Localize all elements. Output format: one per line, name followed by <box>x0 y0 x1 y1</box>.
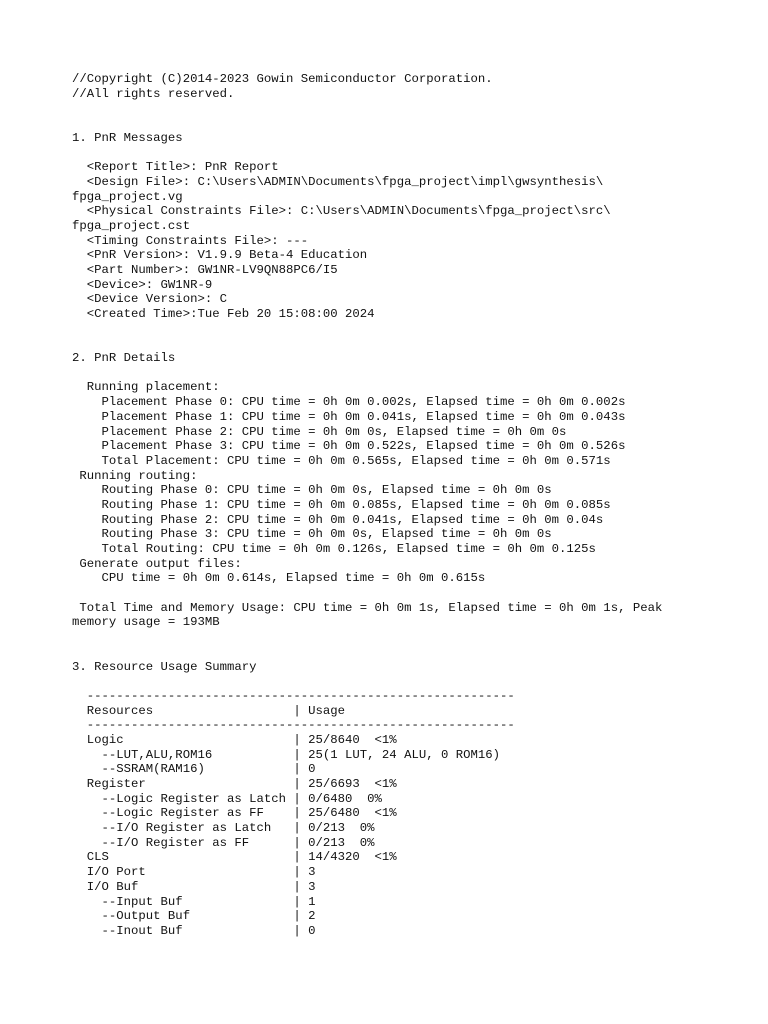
table-row: --LUT,ALU,ROM16 | 25(1 LUT, 24 ALU, 0 ROM16) <box>72 747 501 762</box>
table-rule: ---------------------------------------------------------- <box>72 718 515 733</box>
detail-line: Routing Phase 2: CPU time = 0h 0m 0.041s, Elapsed time = 0h 0m 0.04s <box>72 512 604 527</box>
table-row: Logic | 25/8640 <1% <box>72 732 397 747</box>
table-row: --Input Buf | 1 <box>72 894 316 909</box>
spacer <box>72 630 768 659</box>
table-row: --Output Buf | 2 <box>72 909 316 924</box>
detail-line: Routing Phase 0: CPU time = 0h 0m 0s, Elapsed time = 0h 0m 0s <box>72 483 552 498</box>
table-header: Resources | Usage <box>72 703 346 718</box>
detail-line: Total Routing: CPU time = 0h 0m 0.126s, Elapsed time = 0h 0m 0.125s <box>72 542 596 557</box>
table-row: --I/O Register as Latch | 0/213 0% <box>72 821 375 836</box>
spacer <box>72 586 768 601</box>
design-file-line-cont: fpga_project.vg <box>72 189 183 204</box>
spacer <box>72 101 768 130</box>
table-rule: ---------------------------------------------------------- <box>72 688 515 703</box>
created-time-line: <Created Time>:Tue Feb 20 15:08:00 2024 <box>72 307 375 322</box>
total-usage-line-cont: memory usage = 193MB <box>72 615 220 630</box>
detail-line: Running placement: <box>72 380 220 395</box>
table-row: CLS | 14/4320 <1% <box>72 850 397 865</box>
detail-line: Routing Phase 1: CPU time = 0h 0m 0.085s, Elapsed time = 0h 0m 0.085s <box>72 497 611 512</box>
table-row: --Logic Register as Latch | 0/6480 0% <box>72 791 382 806</box>
table-row: I/O Port | 3 <box>72 865 316 880</box>
section-title: 2. PnR Details <box>72 351 176 366</box>
detail-line: Placement Phase 1: CPU time = 0h 0m 0.041s, Elapsed time = 0h 0m 0.043s <box>72 409 626 424</box>
table-row: --Logic Register as FF | 25/6480 <1% <box>72 806 397 821</box>
timing-constraints-line: <Timing Constraints File>: --- <box>72 233 309 248</box>
spacer <box>72 322 768 351</box>
section-pnr-details <box>72 351 768 630</box>
pnr-version-line: <PnR Version>: V1.9.9 Beta-4 Education <box>72 248 368 263</box>
device-line: <Device>: GW1NR-9 <box>72 277 213 292</box>
report-title-line: <Report Title>: PnR Report <box>72 160 279 175</box>
report-document <box>72 72 768 939</box>
spacer <box>72 366 768 381</box>
detail-line: Placement Phase 0: CPU time = 0h 0m 0.002s, Elapsed time = 0h 0m 0.002s <box>72 395 626 410</box>
detail-line: Routing Phase 3: CPU time = 0h 0m 0s, Elapsed time = 0h 0m 0s <box>72 527 552 542</box>
section-title: 1. PnR Messages <box>72 130 183 145</box>
spacer <box>72 145 768 160</box>
detail-line: CPU time = 0h 0m 0.614s, Elapsed time = 0h 0m 0.615s <box>72 571 486 586</box>
physical-constraints-line: <Physical Constraints File>: C:\Users\ADMIN\Documents\fpga_project\src\ <box>72 204 611 219</box>
rights-line: //All rights reserved. <box>72 86 235 101</box>
table-row: --I/O Register as FF | 0/213 0% <box>72 835 375 850</box>
design-file-line: <Design File>: C:\Users\ADMIN\Documents\fpga_project\impl\gwsynthesis\ <box>72 174 604 189</box>
detail-line: Generate output files: <box>72 556 242 571</box>
device-version-line: <Device Version>: C <box>72 292 227 307</box>
detail-line: Running routing: <box>72 468 198 483</box>
table-row: Register | 25/6693 <1% <box>72 777 397 792</box>
copyright-line: //Copyright (C)2014-2023 Gowin Semiconductor Corporation. <box>72 72 493 86</box>
section-resource-usage <box>72 660 768 939</box>
table-row: --SSRAM(RAM16) | 0 <box>72 762 316 777</box>
spacer <box>72 674 768 689</box>
part-number-line: <Part Number>: GW1NR-LV9QN88PC6/I5 <box>72 262 338 277</box>
section-pnr-messages <box>72 131 768 322</box>
table-row: I/O Buf | 3 <box>72 879 316 894</box>
table-row: --Inout Buf | 0 <box>72 923 316 938</box>
physical-constraints-line-cont: fpga_project.cst <box>72 218 191 233</box>
detail-line: Total Placement: CPU time = 0h 0m 0.565s, Elapsed time = 0h 0m 0.571s <box>72 453 611 468</box>
section-title: 3. Resource Usage Summary <box>72 659 257 674</box>
total-usage-line: Total Time and Memory Usage: CPU time = 0h 0m 1s, Elapsed time = 0h 0m 1s, Peak <box>72 600 663 615</box>
detail-line: Placement Phase 2: CPU time = 0h 0m 0s, Elapsed time = 0h 0m 0s <box>72 424 567 439</box>
detail-line: Placement Phase 3: CPU time = 0h 0m 0.522s, Elapsed time = 0h 0m 0.526s <box>72 439 626 454</box>
